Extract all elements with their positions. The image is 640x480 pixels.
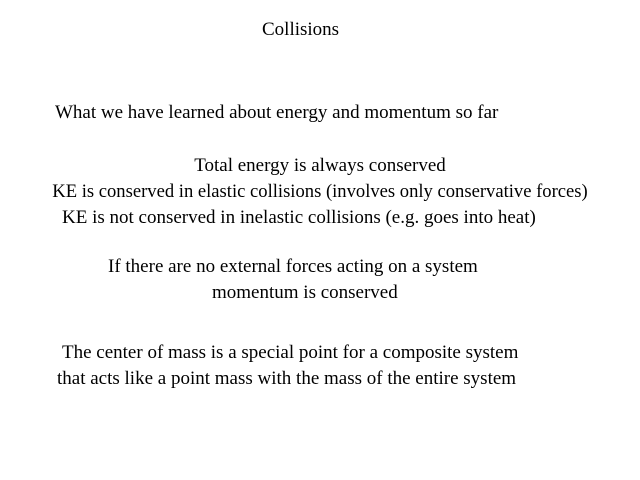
energy-point-elastic: KE is conserved in elastic collisions (involves only conservative forces) <box>52 181 588 202</box>
momentum-point-condition: If there are no external forces acting on a system <box>108 256 478 277</box>
energy-point-inelastic: KE is not conserved in inelastic collisions (e.g. goes into heat) <box>62 207 536 228</box>
slide-title: Collisions <box>262 19 340 40</box>
energy-point-total: Total energy is always conserved <box>194 155 446 176</box>
center-of-mass-point-definition: The center of mass is a special point for a composite system <box>62 342 519 363</box>
momentum-point-conclusion: momentum is conserved <box>212 282 398 303</box>
slide-subtitle: What we have learned about energy and momentum so far <box>55 102 499 123</box>
center-of-mass-point-behavior: that acts like a point mass with the mass of the entire system <box>57 368 517 389</box>
